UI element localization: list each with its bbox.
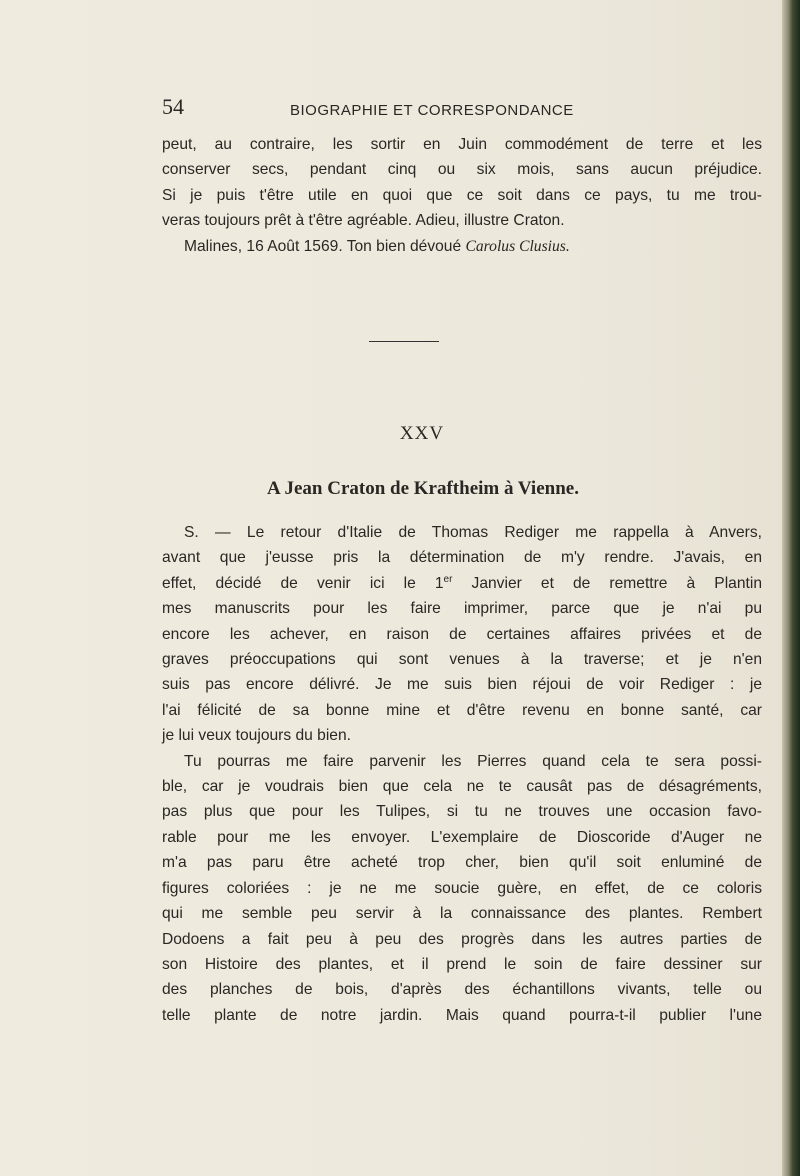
text-line: figures coloriées : je ne me soucie guère, en effet, de ce coloris	[162, 879, 762, 897]
text-line: suis pas encore délivré. Je me suis bien réjoui de voir Rediger : je	[162, 676, 762, 694]
page-edge-shadow	[782, 0, 800, 1176]
running-head: BIOGRAPHIE ET CORRESPONDANCE	[290, 102, 574, 119]
text-line: rable pour me les envoyer. L'exemplaire de Dioscoride d'Auger ne	[162, 828, 762, 846]
text-line: des planches de bois, d'après des échantillons vivants, telle ou	[162, 981, 762, 999]
text-line: telle plante de notre jardin. Mais quand pourra-t-il publier l'une	[162, 1006, 762, 1024]
text-line: Tu pourras me faire parvenir les Pierres quand cela te sera possi-	[184, 752, 762, 770]
text-line: qui me semble peu servir à la connaissance des plantes. Rembert	[162, 905, 762, 923]
text-line: je lui veux toujours du bien.	[162, 727, 351, 745]
text-line: avant que j'eusse pris la détermination de m'y rendre. J'avais, en	[162, 549, 762, 567]
text-line: pas plus que pour les Tulipes, si tu ne trouves une occasion favo-	[162, 803, 762, 821]
text-line: l'ai félicité de sa bonne mine et d'être revenu en bonne santé, car	[162, 701, 762, 719]
text-line: m'a pas paru être acheté trop cher, bien qu'il soit enluminé de	[162, 854, 762, 872]
superscript: er	[443, 573, 453, 585]
text-line: ble, car je voudrais bien que cela ne te causât pas de désagréments,	[162, 778, 762, 796]
text-fragment: Janvier et de remettre à Plantin	[452, 574, 762, 592]
text-line: Dodoens a fait peu à peu des progrès dans les autres parties de	[162, 930, 762, 948]
signoff-place-date: Malines, 16 Août 1569. Ton bien dévoué	[184, 237, 466, 255]
text-line: encore les achever, en raison de certaines affaires privées et de	[162, 625, 762, 643]
page-header	[162, 94, 762, 128]
text-line: mes manuscrits pour les faire imprimer, parce que je n'ai pu	[162, 600, 762, 618]
letter-body	[162, 520, 762, 1028]
letter-number: XXV	[399, 423, 445, 444]
text-line: graves préoccupations qui sont venues à la traverse; et je n'en	[162, 651, 762, 669]
text-fragment: effet, décidé de venir ici le 1	[162, 574, 444, 592]
text-line: S. — Le retour d'Italie de Thomas Rediger me rappella à Anvers,	[184, 524, 762, 541]
signoff-signature: Carolus Clusius.	[465, 237, 570, 255]
text-line: son Histoire des plantes, et il prend le soin de faire dessiner sur	[162, 955, 762, 973]
letter-title: A Jean Craton de Kraftheim à Vienne.	[267, 478, 579, 499]
intro-paragraph	[162, 132, 762, 259]
signoff-line	[162, 234, 762, 259]
text-line: conserver secs, pendant cinq ou six mois, sans aucun préjudice.	[162, 161, 762, 179]
page-number: 54	[162, 94, 184, 119]
text-line: Si je puis t'être utile en quoi que ce soit dans ce pays, tu me trou-	[162, 186, 762, 204]
text-line: veras toujours prêt à t'être agréable. Adieu, illustre Craton.	[162, 212, 565, 230]
section-divider	[369, 341, 439, 342]
text-line-with-superscript	[162, 571, 762, 596]
text-line: peut, au contraire, les sortir en Juin commodément de terre et les	[162, 136, 762, 153]
